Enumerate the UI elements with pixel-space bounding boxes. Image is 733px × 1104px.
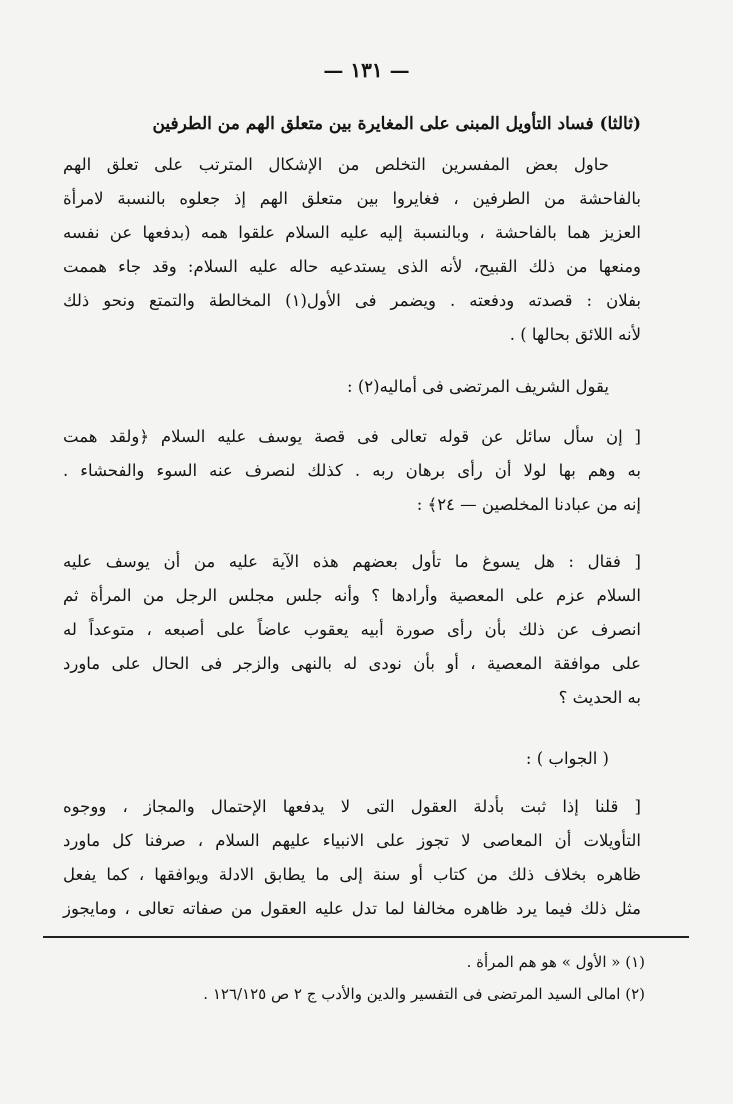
text-line: التأويلات أن المعاصى لا تجوز على الانبياء عليهم السلام ، صرفنا كل ماورد <box>63 831 641 850</box>
text-line: إنه من عبادنا المخلصين — ٢٤﴾ : <box>416 495 641 514</box>
paragraph-answer-label <box>63 742 641 776</box>
page-number: — ١٣١ — <box>323 58 410 82</box>
paragraph-question-quote <box>63 420 641 522</box>
text-line: به الحديث ؟ <box>558 688 641 707</box>
text-line: بفلان : قصدته ودفعته . ويضمر فى الأول(١) المخالطة والتمتع ونحو ذلك <box>63 291 642 310</box>
footnote-divider <box>43 936 689 938</box>
section-heading: (ثالثا) فساد التأويل المبنى على المغايرة بين متعلق الهم من الطرفين <box>152 114 641 134</box>
text-line: يقول الشريف المرتضى فى أماليه(٢) : <box>347 377 609 396</box>
text-line: حاول بعض المفسرين التخلص من الإشكال المترتب على تعلق الهم <box>63 155 609 174</box>
paragraph-answer <box>63 790 641 926</box>
paragraph-murtada-intro <box>63 370 641 404</box>
text-line: بالفاحشة من الطرفين ، فغايروا بين متعلق الهم إذ جعلوه بالنسبة لامرأة <box>63 189 641 208</box>
footnote-2: (٢) امالى السيد المرتضى فى التفسير والدين والأدب ج ٢ ص ١٢٦/١٢٥ . <box>203 985 645 1003</box>
footnotes <box>85 946 645 1010</box>
text-line: على موافقة المعصية ، أو بأن نودى له بالنهى والزجر فى الحال على ماورد <box>63 654 641 673</box>
text-line: ( الجواب ) : <box>525 749 609 768</box>
text-line: السلام عزم على المعصية وأرادها ؟ وأنه جلس مجلس الرجل من المرأة ثم <box>63 586 641 605</box>
paragraph-question <box>63 545 641 715</box>
text-line: به وهم بها لولا أن رأى برهان ربه . كذلك لنصرف عنه السوء والفحشاء . <box>63 461 641 480</box>
text-line: مثل ذلك فيما يرد ظاهره مخالفا لما تدل عليه العقول من صفاته تعالى ، ومايجوز <box>63 899 641 918</box>
text-line: العزيز هما بالفاحشة ، وبالنسبة إليه عليه السلام علقوا همه (بدفعها عن نفسه <box>63 223 641 242</box>
text-line: [ إن سأل سائل عن قوله تعالى فى قصة يوسف عليه السلام ﴿ولقد همت <box>63 427 641 446</box>
text-line: انصرف عن ذلك بأن رأى صورة أبيه يعقوب عاضاً على أصبعه ، متوعداً له <box>63 620 641 639</box>
text-line: ومنعها من ذلك القبيح، لأنه الذى يستدعيه حاله عليه السلام: وقد جاء هممت <box>63 257 641 276</box>
footnote-1: (١) « الأول » هو هم المرأة . <box>466 953 645 971</box>
text-line: لأنه اللائق بحالها ) . <box>509 325 641 344</box>
text-line: [ فقال : هل يسوغ ما تأول بعضهم هذه الآية عليه من أن يوسف عليه <box>63 552 641 571</box>
text-line: [ قلنا إذا ثبت بأدلة العقول التى لا يدفعها الإحتمال والمجاز ، ووجوه <box>63 797 641 816</box>
paragraph-mufassirin <box>63 148 641 352</box>
text-line: ظاهره بخلاف ذلك من كتاب أو سنة إلى ما يطابق الادلة ويوافقها ، كما يفعل <box>63 865 641 884</box>
